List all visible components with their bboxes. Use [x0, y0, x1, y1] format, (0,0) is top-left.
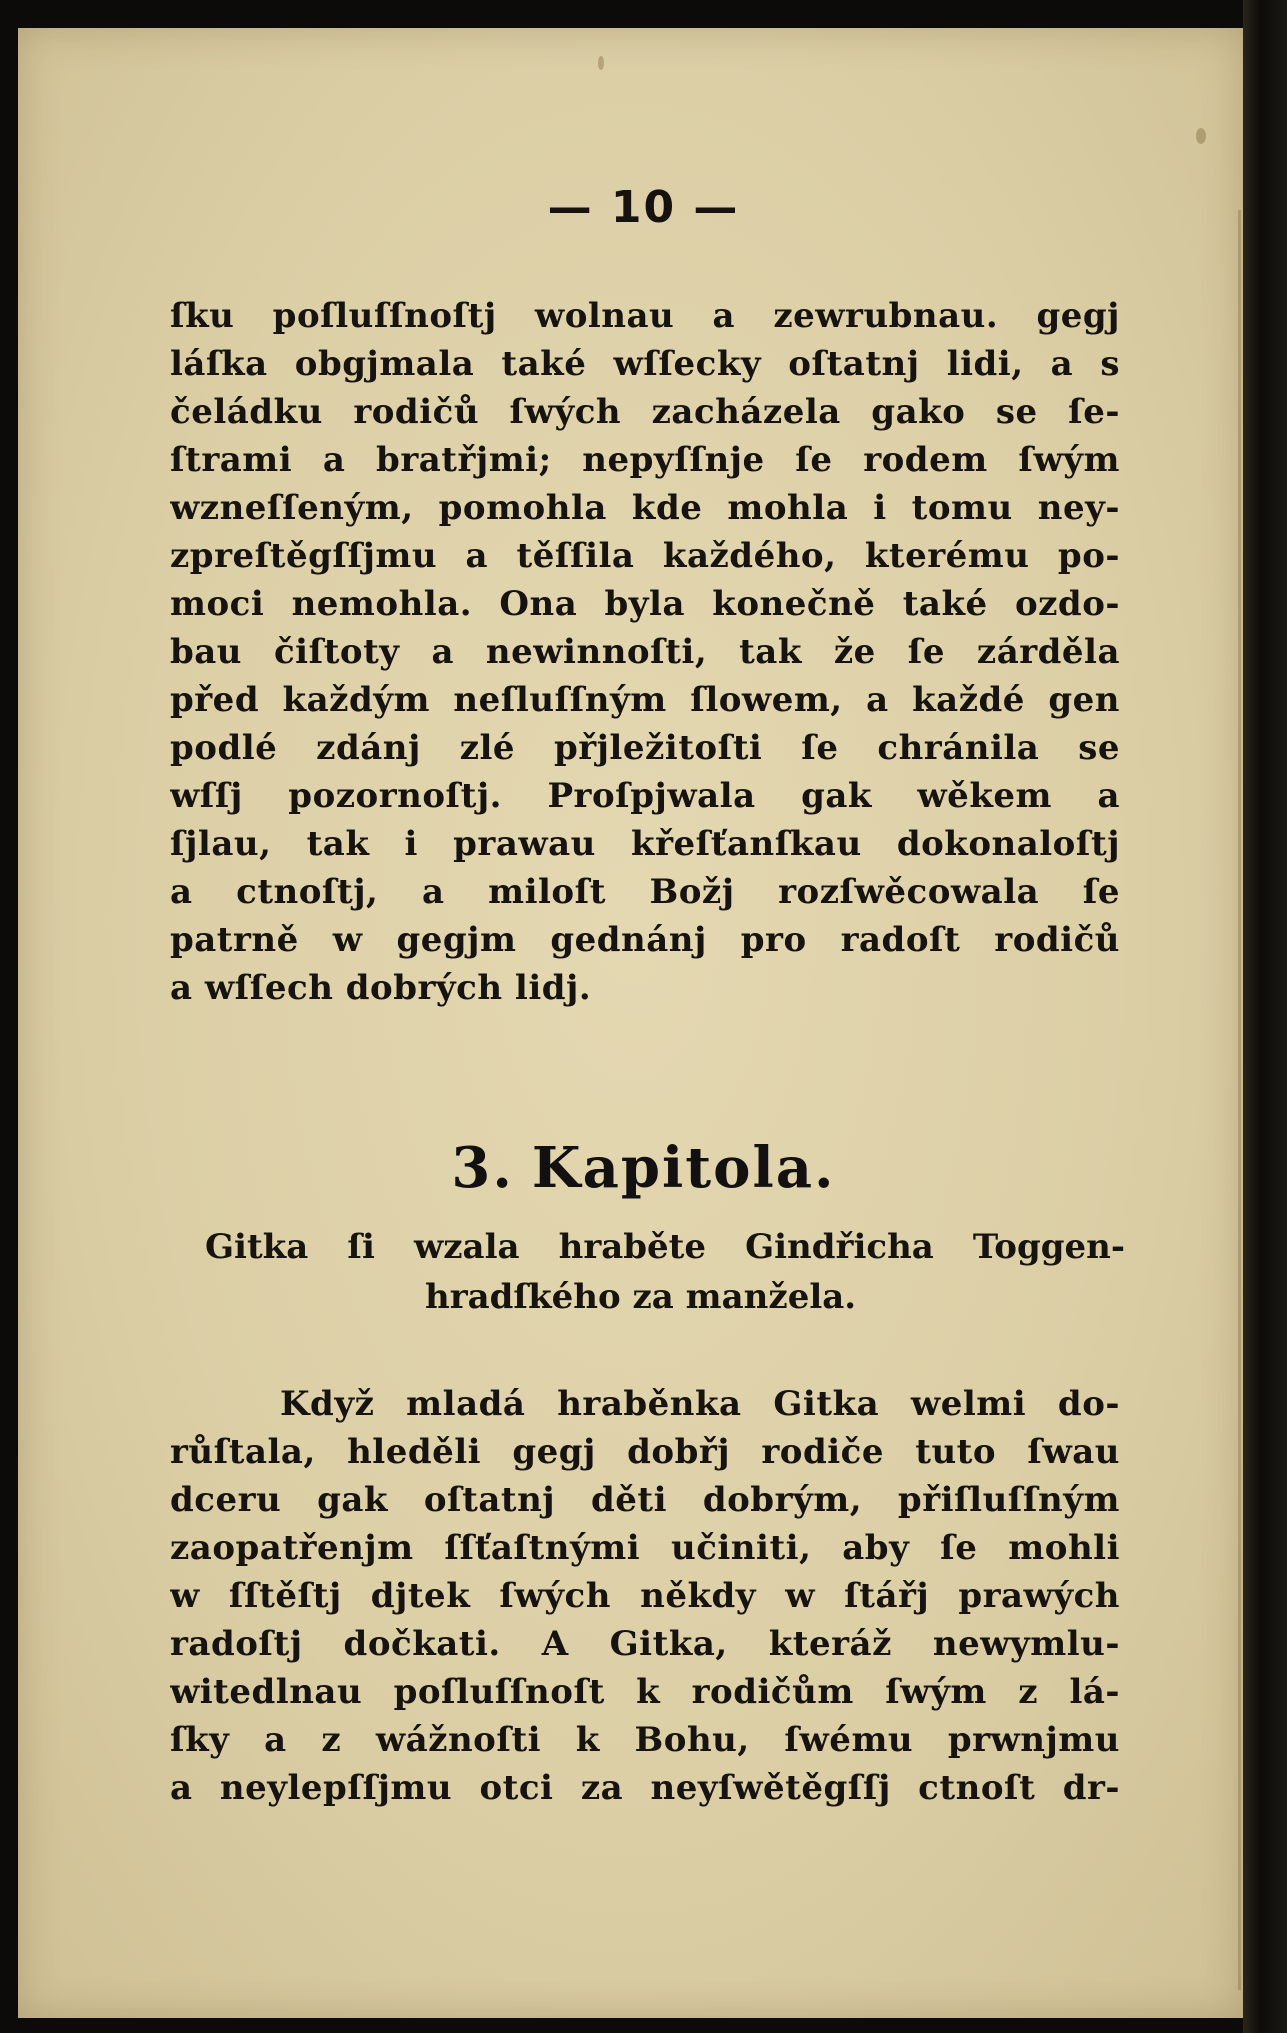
summary-line: Gitka ſi wzala hraběte Gindřicha Toggen-	[205, 1227, 1125, 1267]
text-line: podlé zdánj zlé přjležitoſti ſe chránila se	[170, 728, 1120, 768]
summary-line: hradſkého za manžela.	[425, 1277, 857, 1317]
chapter-number: 3.	[451, 1135, 514, 1201]
paper-stain	[598, 56, 604, 70]
text-line: a neylepſſjmu otci za neyſwětěgſſj ctnoſt dr-	[170, 1768, 1120, 1808]
text-line: láſka obgjmala také wſſecky oſtatnj lidi, a s	[170, 344, 1120, 384]
text-line: moci nemohla. Ona byla konečně také ozdo-	[170, 584, 1120, 624]
text-line: před každým neſluſſným ſlowem, a každé gen	[170, 680, 1120, 720]
text-line: patrně w gegjm gednánj pro radoſt rodičů	[170, 920, 1120, 960]
paper-stain	[1196, 128, 1206, 144]
chapter-heading	[0, 1135, 1287, 1201]
paragraph-1	[170, 292, 1120, 1012]
text-line: a wſſech dobrých lidj.	[170, 968, 592, 1008]
text-line: zpreſtěgſſjmu a těſſila každého, kterému po-	[170, 536, 1120, 576]
chapter-title: Kapitola.	[531, 1135, 836, 1201]
text-line: bau čiſtoty a newinnoſti, tak že ſe zárděla	[170, 632, 1120, 672]
text-line: wſſj pozornoſtj. Proſpjwala gak wěkem a	[170, 776, 1120, 816]
text-line: čeládku rodičů ſwých zacházela gako se ſe-	[170, 392, 1120, 432]
book-edge	[1243, 0, 1287, 2033]
text-line: růſtala, hleděli gegj dobřj rodiče tuto ſwau	[170, 1432, 1120, 1472]
text-line: a ctnoſtj, a miloſt Božj rozſwěcowala ſe	[170, 872, 1120, 912]
text-line: ſky a z wážnoſti k Bohu, ſwému prwnjmu	[170, 1720, 1120, 1760]
text-line: w ſſtěſtj djtek ſwých někdy w ſtářj prawých	[170, 1576, 1120, 1616]
text-line: zaopatřenjm ſſťaſtnými učiniti, aby ſe mohli	[170, 1528, 1120, 1568]
text-line: Když mladá hraběnka Gitka welmi do-	[280, 1384, 1120, 1424]
text-line: wzneſſeným, pomohla kde mohla i tomu ney-	[170, 488, 1120, 528]
text-line: witedlnau poſluſſnoſt k rodičům ſwým z lá-	[170, 1672, 1120, 1712]
text-line: ſtrami a bratřjmi; nepyſſnje ſe rodem ſwým	[170, 440, 1120, 480]
text-line: ſku poſluſſnoſtj wolnau a zewrubnau. gegj	[170, 296, 1120, 336]
paragraph-2	[170, 1380, 1120, 1812]
page-number: — 10 —	[547, 182, 740, 233]
chapter-summary	[205, 1222, 1125, 1322]
text-line: radoſtj dočkati. A Gitka, kteráž newymlu-	[170, 1624, 1120, 1664]
text-line: dceru gak oſtatnj děti dobrým, přiſluſſným	[170, 1480, 1120, 1520]
page-fold	[1238, 210, 1241, 1990]
text-line: ſjlau, tak i prawau křeſťanſkau dokonaloſtj	[170, 824, 1120, 864]
